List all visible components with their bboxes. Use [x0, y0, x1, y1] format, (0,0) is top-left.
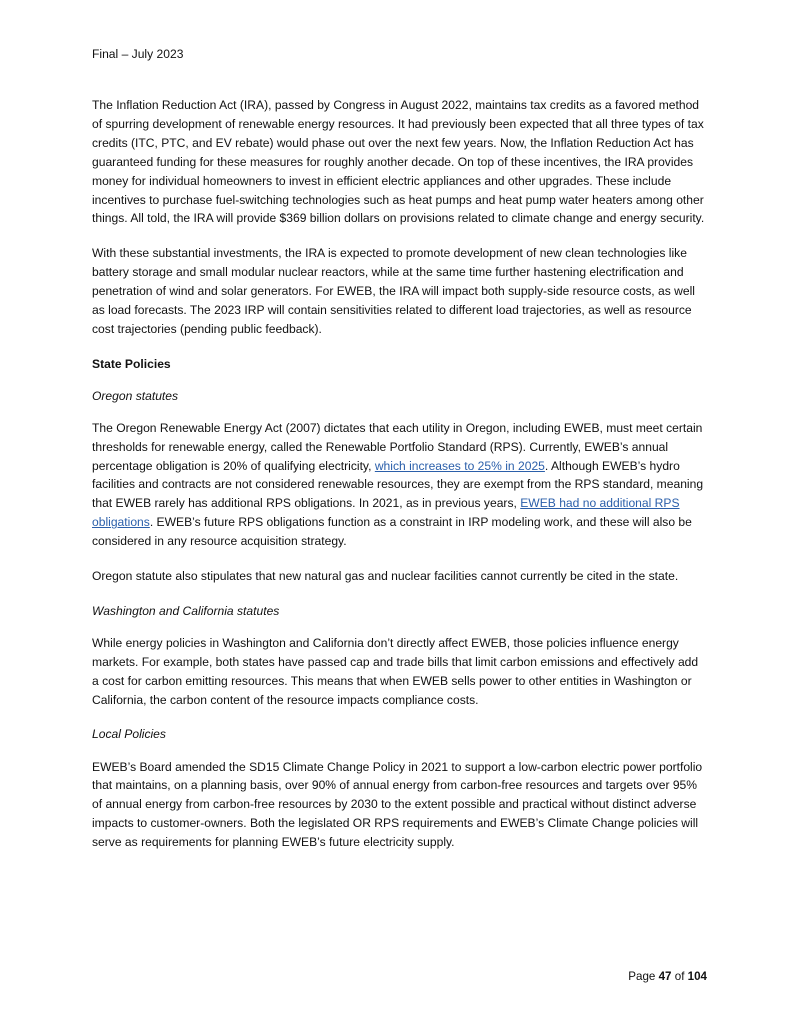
paragraph-text-run: . Although EWEB’s hydro facilities and contracts are not considered renewable resources, they are exempt from the RPS standard, meaning that EWEB rarely has additional RPS obligations. In 2021, as in previous years, — [92, 458, 704, 511]
paragraph-local-policies — [92, 758, 707, 852]
paragraph-text-run: . EWEB’s future RPS obligations function as a constraint in IRP modeling work, and these will also be considered in any resource acquisition strategy. — [92, 515, 692, 549]
paragraph-oregon-rps — [92, 419, 707, 551]
paragraph-oregon-gas-nuclear — [92, 567, 707, 586]
paragraph-text-run: The Oregon Renewable Energy Act (2007) dictates that each utility in Oregon, including EWEB, must meet certain thresholds for renewable energy, called the Renewable Portfolio Standard (RPS). Currently, EWEB’s annual percentage obligation is 20% of qualifying electricity, — [92, 420, 703, 473]
paragraph-ira-overview — [92, 96, 707, 228]
link-rps-increase-2025[interactable]: which increases to 25% in 2025 — [374, 458, 545, 473]
page-content — [92, 46, 707, 868]
heading-state-policies: State Policies — [92, 356, 171, 371]
paragraph-text: The Inflation Reduction Act (IRA), passed by Congress in August 2022, maintains tax credits as a favored method of spurring development of renewable energy resources. It had previously been expected that all three types of tax credits (ITC, PTC, and EV rebate) would phase out over the next few years. Now, the Inflation Reduction Act has guaranteed funding for these measures for roughly another decade. On top of these incentives, the IRA provides money for individual homeowners to invest in efficient electric appliances and other upgrades. These include incentives to purchase fuel-switching technologies such as heat pumps and heat pump water heaters among other things. All told, the IRA will provide $369 billion dollars on provisions related to climate change and energy security. — [92, 98, 705, 226]
paragraph-text: Oregon statute also stipulates that new natural gas and nuclear facilities cannot currently be cited in the state. — [92, 568, 679, 583]
heading-local-policies: Local Policies — [92, 727, 166, 742]
footer-page-number: 47 — [658, 970, 672, 983]
footer-total-pages: 104 — [687, 970, 707, 983]
paragraph-text: While energy policies in Washington and California don’t directly affect EWEB, those policies influence energy markets. For example, both states have passed cap and trade bills that limit carbon emissions and effectively add a cost for carbon emitting resources. This means that when EWEB sells power to other entities in Washington or California, the carbon content of the resource impacts compliance costs. — [92, 635, 699, 707]
paragraph-ira-investments — [92, 244, 707, 338]
paragraph-text: With these substantial investments, the IRA is expected to promote development of new clean technologies like battery storage and small modular nuclear reactors, while at the same time further hastening electrification and penetration of wind and solar generators. For EWEB, the IRA will impact both supply-side resource costs, as well as load forecasts. The 2023 IRP will contain sensitivities related to different load trajectories, as well as resource cost trajectories (pending public feedback). — [92, 246, 695, 336]
document-header: Final – July 2023 — [92, 47, 184, 61]
paragraph-text: EWEB’s Board amended the SD15 Climate Change Policy in 2021 to support a low-carbon electric power portfolio that maintains, on a planning basis, over 90% of annual energy from carbon-free resources and targets over 95% of annual energy from carbon-free resources by 2030 to the extent possible and practical without distinct adverse impacts to customer-owners. Both the legislated OR RPS requirements and EWEB’s Climate Change policies will serve as requirements for planning EWEB’s future electricity supply. — [92, 759, 703, 849]
paragraph-washington-california — [92, 634, 707, 709]
page-footer — [628, 970, 707, 983]
heading-oregon-statutes: Oregon statutes — [92, 388, 179, 403]
heading-washington-california-statutes: Washington and California statutes — [92, 603, 280, 618]
link-no-additional-rps-obligations[interactable]: EWEB had no additional RPS obligations — [92, 496, 680, 530]
footer-page-label: Page — [628, 970, 656, 983]
footer-of-label: of — [674, 970, 685, 983]
